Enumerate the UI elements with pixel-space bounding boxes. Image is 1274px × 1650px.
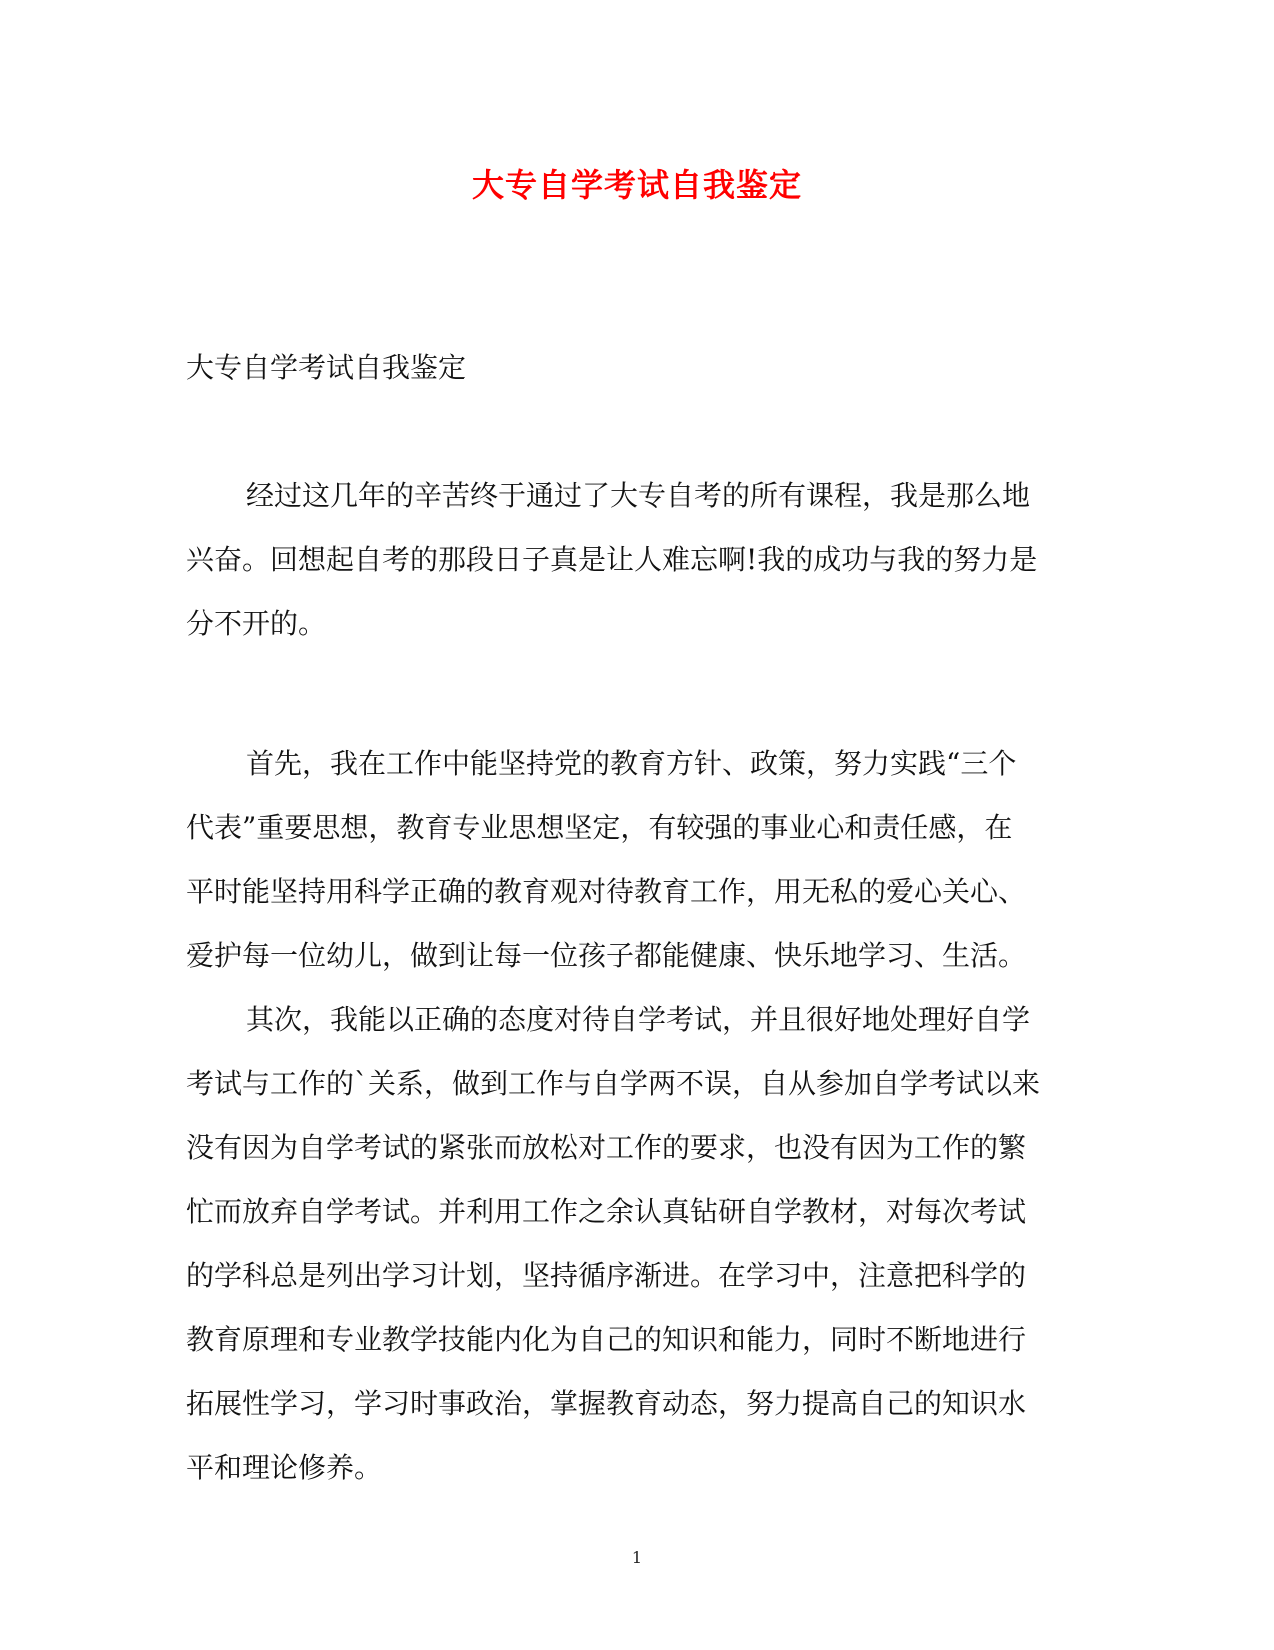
paragraph-1 [186,464,1086,656]
document-title: 大专自学考试自我鉴定 [471,166,802,204]
paragraph-2 [186,732,1086,988]
paragraph-line: 经过这几年的辛苦终于通过了大专自考的所有课程，我是那么地 [246,479,1031,512]
paragraph-line: 忙而放弃自学考试。并利用工作之余认真钻研自学教材，对每次考试 [186,1195,1027,1228]
paragraph-line: 平和理论修养。 [186,1451,383,1484]
paragraph-line: 爱护每一位幼儿，做到让每一位孩子都能健康、快乐地学习、生活。 [186,939,1027,972]
paragraph-line: 拓展性学习，学习时事政治，掌握教育动态，努力提高自己的知识水 [186,1387,1027,1420]
paragraph-line: 分不开的。 [186,607,327,640]
paragraph-line: 平时能坚持用科学正确的教育观对待教育工作，用无私的爱心关心、 [186,875,1027,908]
paragraph-line: 没有因为自学考试的紧张而放松对工作的要求，也没有因为工作的繁 [186,1131,1027,1164]
paragraph-line: 代表”重要思想，教育专业思想坚定，有较强的事业心和责任感，在 [186,811,1013,844]
paragraph-line: 其次，我能以正确的态度对待自学考试，并且很好地处理好自学 [246,1003,1031,1036]
paragraph-line: 考试与工作的`关系，做到工作与自学两不误，自从参加自学考试以来 [186,1067,1041,1100]
page-number: 1 [631,1548,643,1567]
paragraph-line: 兴奋。回想起自考的那段日子真是让人难忘啊!我的成功与我的努力是 [186,543,1038,576]
paragraph-line: 的学科总是列出学习计划，坚持循序渐进。在学习中，注意把科学的 [186,1259,1027,1292]
paragraph-line: 首先，我在工作中能坚持党的教育方针、政策，努力实践“三个 [246,747,1017,780]
document-subtitle: 大专自学考试自我鉴定 [186,351,467,384]
paragraph-line: 教育原理和专业教学技能内化为自己的知识和能力，同时不断地进行 [186,1323,1027,1356]
paragraph-3 [186,988,1086,1500]
